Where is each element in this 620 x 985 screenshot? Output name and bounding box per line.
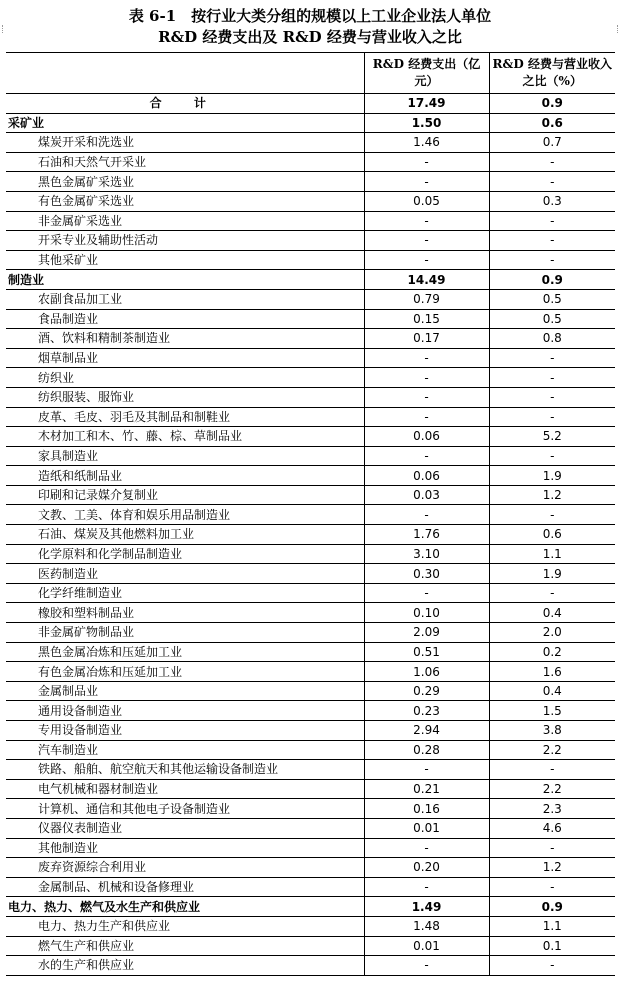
rd-expenditure-value: 0.79 — [364, 289, 489, 309]
industry-name: 电力、热力生产和供应业 — [6, 916, 364, 936]
rd-expenditure-value: 0.05 — [364, 191, 489, 211]
table-row — [6, 779, 615, 799]
rd-expenditure-table — [6, 52, 615, 976]
rd-ratio-value: - — [489, 348, 615, 368]
table-row — [6, 172, 615, 192]
rd-expenditure-value: 0.29 — [364, 681, 489, 701]
table-row — [6, 152, 615, 172]
table-row — [6, 799, 615, 819]
table-row — [6, 485, 615, 505]
table-row — [6, 289, 615, 309]
header-rd-expenditure: R&D 经费支出（亿元） — [364, 53, 489, 94]
rd-expenditure-value: 0.23 — [364, 701, 489, 721]
rd-ratio-value: - — [489, 231, 615, 251]
rd-ratio-value: 0.7 — [489, 133, 615, 153]
table-row — [6, 583, 615, 603]
table-row — [6, 564, 615, 584]
rd-expenditure-value: - — [364, 250, 489, 270]
rd-expenditure-value: 0.17 — [364, 329, 489, 349]
table-row — [6, 858, 615, 878]
rd-expenditure-value: - — [364, 877, 489, 897]
rd-ratio-value: 1.5 — [489, 701, 615, 721]
industry-name: 其他制造业 — [6, 838, 364, 858]
industry-name: 电气机械和器材制造业 — [6, 779, 364, 799]
rd-ratio-value: 0.5 — [489, 289, 615, 309]
industry-name: 酒、饮料和精制茶制造业 — [6, 329, 364, 349]
rd-ratio-value: - — [489, 211, 615, 231]
rd-ratio-value: 1.9 — [489, 564, 615, 584]
industry-name: 仪器仪表制造业 — [6, 818, 364, 838]
rd-expenditure-value: 0.16 — [364, 799, 489, 819]
table-row — [6, 309, 615, 329]
rd-ratio-value: 2.3 — [489, 799, 615, 819]
industry-name: 合 计 — [6, 94, 364, 114]
industry-name: 燃气生产和供应业 — [6, 936, 364, 956]
rd-ratio-value: - — [489, 760, 615, 780]
industry-name: 皮革、毛皮、羽毛及其制品和制鞋业 — [6, 407, 364, 427]
rd-expenditure-value: - — [364, 152, 489, 172]
rd-ratio-value: 3.8 — [489, 721, 615, 741]
rd-ratio-value: 0.5 — [489, 309, 615, 329]
rd-expenditure-value: 14.49 — [364, 270, 489, 290]
header-rd-ratio: R&D 经费与营业收入之比（%） — [489, 53, 615, 94]
rd-ratio-value: - — [489, 877, 615, 897]
rd-expenditure-value: 0.01 — [364, 818, 489, 838]
rd-ratio-value: 4.6 — [489, 818, 615, 838]
rd-expenditure-value: 17.49 — [364, 94, 489, 114]
rd-expenditure-value: 0.21 — [364, 779, 489, 799]
industry-name: 其他采矿业 — [6, 250, 364, 270]
industry-name: 开采专业及辅助性活动 — [6, 231, 364, 251]
table-row — [6, 721, 615, 741]
industry-name: 有色金属矿采选业 — [6, 191, 364, 211]
rd-ratio-value: - — [489, 387, 615, 407]
rd-ratio-value: 0.1 — [489, 936, 615, 956]
rd-ratio-value: 0.4 — [489, 603, 615, 623]
rd-expenditure-value: - — [364, 172, 489, 192]
rd-expenditure-value: 0.03 — [364, 485, 489, 505]
rd-ratio-value: 1.1 — [489, 916, 615, 936]
industry-name: 橡胶和塑料制品业 — [6, 603, 364, 623]
table-row — [6, 662, 615, 682]
rd-expenditure-value: - — [364, 368, 489, 388]
industry-name: 石油和天然气开采业 — [6, 152, 364, 172]
table-row — [6, 466, 615, 486]
table-row — [6, 603, 615, 623]
rd-expenditure-value: 3.10 — [364, 544, 489, 564]
table-row — [6, 407, 615, 427]
rd-ratio-value: - — [489, 956, 615, 976]
rd-ratio-value: - — [489, 505, 615, 525]
industry-name: 通用设备制造业 — [6, 701, 364, 721]
rd-expenditure-value: 1.76 — [364, 525, 489, 545]
rd-ratio-value: - — [489, 583, 615, 603]
rd-expenditure-value: 1.46 — [364, 133, 489, 153]
table-row — [6, 623, 615, 643]
table-row — [6, 348, 615, 368]
industry-name: 煤炭开采和洗选业 — [6, 133, 364, 153]
rd-expenditure-value: - — [364, 231, 489, 251]
rd-ratio-value: - — [489, 407, 615, 427]
table-row — [6, 133, 615, 153]
rd-expenditure-value: - — [364, 446, 489, 466]
table-row — [6, 818, 615, 838]
table-row — [6, 446, 615, 466]
rd-expenditure-value: - — [364, 407, 489, 427]
rd-expenditure-value: 0.20 — [364, 858, 489, 878]
rd-expenditure-value: - — [364, 760, 489, 780]
industry-name: 家具制造业 — [6, 446, 364, 466]
industry-name: 采矿业 — [6, 113, 364, 133]
rd-ratio-value: - — [489, 152, 615, 172]
table-row — [6, 113, 615, 133]
rd-expenditure-value: 0.15 — [364, 309, 489, 329]
industry-name: 文教、工美、体育和娱乐用品制造业 — [6, 505, 364, 525]
rd-ratio-value: - — [489, 250, 615, 270]
table-row — [6, 231, 615, 251]
industry-name: 烟草制品业 — [6, 348, 364, 368]
industry-name: 纺织业 — [6, 368, 364, 388]
rd-expenditure-value: 1.06 — [364, 662, 489, 682]
industry-name: 制造业 — [6, 270, 364, 290]
rd-ratio-value: - — [489, 368, 615, 388]
industry-name: 医药制造业 — [6, 564, 364, 584]
rd-ratio-value: 2.2 — [489, 740, 615, 760]
industry-name: 黑色金属冶炼和压延加工业 — [6, 642, 364, 662]
rd-expenditure-value: 0.28 — [364, 740, 489, 760]
rd-expenditure-value: 0.01 — [364, 936, 489, 956]
rd-ratio-value: 0.9 — [489, 270, 615, 290]
industry-name: 金属制品、机械和设备修理业 — [6, 877, 364, 897]
industry-name: 有色金属冶炼和压延加工业 — [6, 662, 364, 682]
rd-ratio-value: 1.9 — [489, 466, 615, 486]
table-title-line-2: R&D 经费支出及 R&D 经费与营业收入之比 — [158, 28, 462, 46]
table-row — [6, 760, 615, 780]
table-row — [6, 916, 615, 936]
table-row — [6, 701, 615, 721]
rd-ratio-value: 1.2 — [489, 858, 615, 878]
rd-ratio-value: 2.0 — [489, 623, 615, 643]
industry-name: 纺织服装、服饰业 — [6, 387, 364, 407]
table-row — [6, 544, 615, 564]
table-row — [6, 94, 615, 114]
header-industry-cell — [6, 53, 364, 94]
rd-ratio-value: 0.9 — [489, 94, 615, 114]
rd-ratio-value: 0.3 — [489, 191, 615, 211]
table-row — [6, 877, 615, 897]
rd-ratio-value: 0.2 — [489, 642, 615, 662]
table-header-row — [6, 53, 615, 94]
industry-name: 黑色金属矿采选业 — [6, 172, 364, 192]
table-row — [6, 897, 615, 917]
industry-name: 木材加工和木、竹、藤、棕、草制品业 — [6, 427, 364, 447]
rd-expenditure-value: 1.50 — [364, 113, 489, 133]
rd-expenditure-value: - — [364, 348, 489, 368]
table-row — [6, 936, 615, 956]
rd-expenditure-value: - — [364, 211, 489, 231]
rd-expenditure-value: 0.06 — [364, 466, 489, 486]
industry-name: 食品制造业 — [6, 309, 364, 329]
industry-name: 汽车制造业 — [6, 740, 364, 760]
industry-name: 印刷和记录媒介复制业 — [6, 485, 364, 505]
table-title-line-1: 表 6-1 按行业大类分组的规模以上工业企业法人单位 — [128, 7, 492, 25]
rd-expenditure-value: 1.48 — [364, 916, 489, 936]
table-row — [6, 329, 615, 349]
industry-name: 电力、热力、燃气及水生产和供应业 — [6, 897, 364, 917]
table-row — [6, 368, 615, 388]
industry-name: 计算机、通信和其他电子设备制造业 — [6, 799, 364, 819]
rd-expenditure-value: 0.51 — [364, 642, 489, 662]
rd-ratio-value: 5.2 — [489, 427, 615, 447]
rd-expenditure-value: 0.06 — [364, 427, 489, 447]
table-row — [6, 191, 615, 211]
industry-name: 废弃资源综合利用业 — [6, 858, 364, 878]
table-row — [6, 525, 615, 545]
industry-name: 造纸和纸制品业 — [6, 466, 364, 486]
rd-ratio-value: 1.6 — [489, 662, 615, 682]
rd-ratio-value: 0.4 — [489, 681, 615, 701]
rd-ratio-value: 0.8 — [489, 329, 615, 349]
industry-name: 铁路、船舶、航空航天和其他运输设备制造业 — [6, 760, 364, 780]
rd-expenditure-value: - — [364, 583, 489, 603]
rd-expenditure-value: - — [364, 505, 489, 525]
industry-name: 农副食品加工业 — [6, 289, 364, 309]
table-row — [6, 956, 615, 976]
rd-expenditure-value: 1.49 — [364, 897, 489, 917]
rd-ratio-value: - — [489, 838, 615, 858]
table-row — [6, 642, 615, 662]
rd-expenditure-value: 2.09 — [364, 623, 489, 643]
table-row — [6, 270, 615, 290]
rd-ratio-value: - — [489, 446, 615, 466]
rd-expenditure-value: - — [364, 956, 489, 976]
table-row — [6, 387, 615, 407]
rd-ratio-value: - — [489, 172, 615, 192]
industry-name: 专用设备制造业 — [6, 721, 364, 741]
table-row — [6, 838, 615, 858]
rd-expenditure-value: 2.94 — [364, 721, 489, 741]
rd-expenditure-value: - — [364, 838, 489, 858]
table-row — [6, 681, 615, 701]
table-row — [6, 427, 615, 447]
table-row — [6, 740, 615, 760]
rd-expenditure-value: 0.10 — [364, 603, 489, 623]
rd-expenditure-value: 0.30 — [364, 564, 489, 584]
industry-name: 化学原料和化学制品制造业 — [6, 544, 364, 564]
rd-ratio-value: 0.9 — [489, 897, 615, 917]
industry-name: 非金属矿采选业 — [6, 211, 364, 231]
table-row — [6, 505, 615, 525]
rd-ratio-value: 2.2 — [489, 779, 615, 799]
table-row — [6, 250, 615, 270]
industry-name: 非金属矿物制品业 — [6, 623, 364, 643]
rd-ratio-value: 1.2 — [489, 485, 615, 505]
rd-ratio-value: 0.6 — [489, 113, 615, 133]
rd-ratio-value: 1.1 — [489, 544, 615, 564]
industry-name: 石油、煤炭及其他燃料加工业 — [6, 525, 364, 545]
rd-expenditure-value: - — [364, 387, 489, 407]
industry-name: 水的生产和供应业 — [6, 956, 364, 976]
table-row — [6, 211, 615, 231]
industry-name: 金属制品业 — [6, 681, 364, 701]
industry-name: 化学纤维制造业 — [6, 583, 364, 603]
rd-ratio-value: 0.6 — [489, 525, 615, 545]
